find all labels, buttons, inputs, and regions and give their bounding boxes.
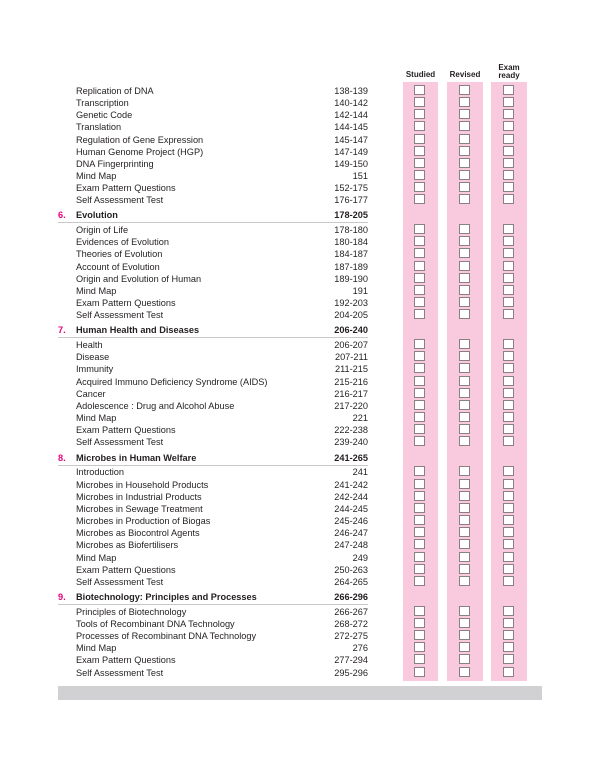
revised-checkbox[interactable]: [459, 182, 470, 192]
exam-ready-checkbox[interactable]: [503, 170, 514, 180]
exam-ready-checkbox[interactable]: [503, 248, 514, 258]
exam-ready-checkbox[interactable]: [503, 158, 514, 168]
revised-checkbox[interactable]: [459, 285, 470, 295]
exam-ready-checkbox[interactable]: [503, 182, 514, 192]
revised-checkbox[interactable]: [459, 134, 470, 144]
revised-checkbox[interactable]: [459, 194, 470, 204]
studied-checkbox[interactable]: [414, 388, 425, 398]
revised-checkbox[interactable]: [459, 170, 470, 180]
page-range: 250-263: [334, 565, 368, 575]
page-range: 187-189: [334, 262, 368, 272]
exam-ready-checkbox[interactable]: [503, 515, 514, 525]
topic-row: [0, 424, 600, 436]
studied-checkbox[interactable]: [414, 515, 425, 525]
studied-checkbox[interactable]: [414, 297, 425, 307]
topic-row: [0, 466, 600, 478]
topic-title: Regulation of Gene Expression: [76, 135, 204, 145]
topic-row: [0, 85, 600, 97]
studied-checkbox[interactable]: [414, 606, 425, 616]
revised-checkbox[interactable]: [459, 376, 470, 386]
exam-ready-checkbox[interactable]: [503, 194, 514, 204]
page-range: 266-267: [334, 607, 368, 617]
exam-ready-checkbox[interactable]: [503, 85, 514, 95]
page-range: 222-238: [334, 425, 368, 435]
page-range: 206-207: [334, 340, 368, 350]
studied-checkbox[interactable]: [414, 224, 425, 234]
studied-checkbox[interactable]: [414, 642, 425, 652]
revised-checkbox[interactable]: [459, 121, 470, 131]
page-range: 295-296: [334, 668, 368, 678]
page-range: 140-142: [334, 98, 368, 108]
chapter-heading-row: [0, 452, 600, 464]
revised-checkbox[interactable]: [459, 158, 470, 168]
exam-ready-line1: Exam: [498, 63, 520, 72]
exam-ready-checkbox[interactable]: [503, 630, 514, 640]
exam-ready-checkbox[interactable]: [503, 642, 514, 652]
revised-checkbox[interactable]: [459, 654, 470, 664]
revised-checkbox[interactable]: [459, 97, 470, 107]
topic-title: Mind Map: [76, 643, 117, 653]
topic-row: [0, 297, 600, 309]
page-range: 211-215: [334, 364, 368, 374]
exam-ready-checkbox[interactable]: [503, 97, 514, 107]
topic-title: Mind Map: [76, 286, 117, 296]
studied-checkbox[interactable]: [414, 618, 425, 628]
page-range: 184-187: [334, 249, 368, 259]
page-range: 215-216: [334, 377, 368, 387]
topic-title: Microbes in Industrial Products: [76, 492, 202, 502]
exam-ready-checkbox[interactable]: [503, 412, 514, 422]
exam-ready-line2: ready: [498, 71, 520, 80]
revised-checkbox[interactable]: [459, 224, 470, 234]
topic-row: [0, 363, 600, 375]
page-range: 216-217: [334, 389, 368, 399]
studied-checkbox[interactable]: [414, 170, 425, 180]
page-range: 138-139: [334, 86, 368, 96]
topic-title: Exam Pattern Questions: [76, 183, 176, 193]
topic-row: [0, 606, 600, 618]
page-range: 178-180: [334, 225, 368, 235]
studied-checkbox[interactable]: [414, 109, 425, 119]
studied-checkbox[interactable]: [414, 363, 425, 373]
studied-checkbox[interactable]: [414, 466, 425, 476]
revised-checkbox[interactable]: [459, 309, 470, 319]
topic-title: Cancer: [76, 389, 106, 399]
revised-checkbox[interactable]: [459, 412, 470, 422]
studied-checkbox[interactable]: [414, 436, 425, 446]
studied-checkbox[interactable]: [414, 576, 425, 586]
topic-row: [0, 273, 600, 285]
column-header-exam-ready: [491, 64, 527, 80]
topic-row: [0, 515, 600, 527]
topic-title: DNA Fingerprinting: [76, 159, 154, 169]
page-range: 178-205: [334, 210, 368, 220]
topic-row: [0, 630, 600, 642]
studied-checkbox[interactable]: [414, 564, 425, 574]
chapter-title: Microbes in Human Welfare: [76, 453, 197, 463]
exam-ready-checkbox[interactable]: [503, 109, 514, 119]
page-range: 189-190: [334, 274, 368, 284]
topic-title: Transcription: [76, 98, 129, 108]
exam-ready-checkbox[interactable]: [503, 376, 514, 386]
column-header-revised: Revised: [449, 70, 481, 79]
topic-title: Adolescence : Drug and Alcohol Abuse: [76, 401, 235, 411]
page-range: 241: [352, 467, 368, 477]
exam-ready-checkbox[interactable]: [503, 285, 514, 295]
studied-checkbox[interactable]: [414, 97, 425, 107]
topic-row: [0, 170, 600, 182]
revised-checkbox[interactable]: [459, 273, 470, 283]
exam-ready-checkbox[interactable]: [503, 424, 514, 434]
revised-checkbox[interactable]: [459, 576, 470, 586]
exam-ready-checkbox[interactable]: [503, 576, 514, 586]
topic-title: Exam Pattern Questions: [76, 298, 176, 308]
topic-title: Account of Evolution: [76, 262, 160, 272]
chapter-title: Biotechnology: Principles and Processes: [76, 592, 257, 602]
exam-ready-checkbox[interactable]: [503, 667, 514, 677]
chapter-title: Evolution: [76, 210, 118, 220]
chapter-number: 7.: [58, 325, 66, 335]
revised-checkbox[interactable]: [459, 236, 470, 246]
studied-checkbox[interactable]: [414, 630, 425, 640]
chapter-heading-row: [0, 324, 600, 336]
page-range: 191: [352, 286, 368, 296]
page-range: 147-149: [334, 147, 368, 157]
topic-title: Microbes in Production of Biogas: [76, 516, 211, 526]
topic-row: [0, 618, 600, 630]
page-range: 151: [352, 171, 368, 181]
exam-ready-checkbox[interactable]: [503, 527, 514, 537]
revised-checkbox[interactable]: [459, 109, 470, 119]
topic-row: [0, 309, 600, 321]
studied-checkbox[interactable]: [414, 134, 425, 144]
topic-title: Exam Pattern Questions: [76, 565, 176, 575]
topic-row: [0, 121, 600, 133]
page-range: 246-247: [334, 528, 368, 538]
exam-ready-checkbox[interactable]: [503, 236, 514, 246]
studied-checkbox[interactable]: [414, 527, 425, 537]
chapter-number: 6.: [58, 210, 66, 220]
topic-title: Microbes in Sewage Treatment: [76, 504, 203, 514]
topic-title: Translation: [76, 122, 122, 132]
page-range: 247-248: [334, 540, 368, 550]
topic-title: Mind Map: [76, 171, 117, 181]
studied-checkbox[interactable]: [414, 503, 425, 513]
exam-ready-checkbox[interactable]: [503, 436, 514, 446]
exam-ready-checkbox[interactable]: [503, 503, 514, 513]
studied-checkbox[interactable]: [414, 539, 425, 549]
page-range: 276: [352, 643, 368, 653]
revised-checkbox[interactable]: [459, 491, 470, 501]
topic-row: [0, 576, 600, 588]
page-range: 206-240: [334, 325, 368, 335]
topic-row: [0, 146, 600, 158]
page-range: 242-244: [334, 492, 368, 502]
topic-row: [0, 642, 600, 654]
studied-checkbox[interactable]: [414, 376, 425, 386]
studied-checkbox[interactable]: [414, 667, 425, 677]
topic-row: [0, 376, 600, 388]
page-range: 272-275: [334, 631, 368, 641]
topic-row: [0, 503, 600, 515]
chapter-title: Human Health and Diseases: [76, 325, 200, 335]
exam-ready-checkbox[interactable]: [503, 261, 514, 271]
studied-checkbox[interactable]: [414, 339, 425, 349]
studied-checkbox[interactable]: [414, 121, 425, 131]
exam-ready-checkbox[interactable]: [503, 273, 514, 283]
revised-checkbox[interactable]: [459, 667, 470, 677]
topic-row: [0, 667, 600, 679]
revised-checkbox[interactable]: [459, 630, 470, 640]
revised-checkbox[interactable]: [459, 642, 470, 652]
page-range: 221: [352, 413, 368, 423]
page-range: 207-211: [334, 352, 368, 362]
page-range: 244-245: [334, 504, 368, 514]
topic-row: [0, 491, 600, 503]
exam-ready-checkbox[interactable]: [503, 564, 514, 574]
chapter-number: 8.: [58, 453, 66, 463]
exam-ready-checkbox[interactable]: [503, 351, 514, 361]
topic-row: [0, 400, 600, 412]
revised-checkbox[interactable]: [459, 479, 470, 489]
revised-checkbox[interactable]: [459, 466, 470, 476]
exam-ready-checkbox[interactable]: [503, 606, 514, 616]
studied-checkbox[interactable]: [414, 479, 425, 489]
page-range: 142-144: [334, 110, 368, 120]
topic-title: Principles of Biotechnology: [76, 607, 187, 617]
page-range: 152-175: [334, 183, 368, 193]
topic-title: Acquired Immuno Deficiency Syndrome (AIDS): [76, 377, 268, 387]
footer-bar: [58, 686, 542, 700]
topic-row: [0, 134, 600, 146]
topic-row: [0, 564, 600, 576]
column-header-studied: Studied: [405, 70, 436, 79]
exam-ready-checkbox[interactable]: [503, 479, 514, 489]
topic-title: Introduction: [76, 467, 125, 477]
page-range: 266-296: [334, 592, 368, 602]
chapter-number: 9.: [58, 592, 66, 602]
page-range: 217-220: [334, 401, 368, 411]
exam-ready-checkbox[interactable]: [503, 539, 514, 549]
studied-checkbox[interactable]: [414, 491, 425, 501]
page-range: 268-272: [334, 619, 368, 629]
revised-checkbox[interactable]: [459, 146, 470, 156]
revised-checkbox[interactable]: [459, 552, 470, 562]
topic-title: Microbes as Biofertilisers: [76, 540, 179, 550]
studied-checkbox[interactable]: [414, 552, 425, 562]
topic-row: [0, 539, 600, 551]
topic-row: [0, 479, 600, 491]
topic-title: Self Assessment Test: [76, 437, 164, 447]
exam-ready-checkbox[interactable]: [503, 654, 514, 664]
exam-ready-checkbox[interactable]: [503, 224, 514, 234]
revised-checkbox[interactable]: [459, 515, 470, 525]
revised-checkbox[interactable]: [459, 424, 470, 434]
page-range: 192-203: [334, 298, 368, 308]
revised-checkbox[interactable]: [459, 85, 470, 95]
page-range: 145-147: [334, 135, 368, 145]
page-range: 204-205: [334, 310, 368, 320]
chapter-heading-row: [0, 209, 600, 221]
studied-checkbox[interactable]: [414, 654, 425, 664]
topic-row: [0, 109, 600, 121]
page-range: 277-294: [334, 655, 368, 665]
studied-checkbox[interactable]: [414, 236, 425, 246]
topic-title: Self Assessment Test: [76, 668, 164, 678]
topic-title: Replication of DNA: [76, 86, 154, 96]
revised-checkbox[interactable]: [459, 261, 470, 271]
revised-checkbox[interactable]: [459, 436, 470, 446]
topic-title: Disease: [76, 352, 110, 362]
topic-title: Tools of Recombinant DNA Technology: [76, 619, 235, 629]
revised-checkbox[interactable]: [459, 618, 470, 628]
exam-ready-checkbox[interactable]: [503, 491, 514, 501]
topic-title: Origin and Evolution of Human: [76, 274, 202, 284]
studied-checkbox[interactable]: [414, 182, 425, 192]
page-range: 176-177: [334, 195, 368, 205]
topic-title: Theories of Evolution: [76, 249, 163, 259]
topic-row: [0, 351, 600, 363]
topic-row: [0, 412, 600, 424]
topic-row: [0, 158, 600, 170]
topic-title: Immunity: [76, 364, 114, 374]
page-range: 180-184: [334, 237, 368, 247]
exam-ready-checkbox[interactable]: [503, 466, 514, 476]
topic-title: Microbes as Biocontrol Agents: [76, 528, 200, 538]
topic-title: Self Assessment Test: [76, 577, 164, 587]
studied-checkbox[interactable]: [414, 194, 425, 204]
exam-ready-checkbox[interactable]: [503, 388, 514, 398]
studied-checkbox[interactable]: [414, 351, 425, 361]
topic-row: [0, 654, 600, 666]
revised-checkbox[interactable]: [459, 606, 470, 616]
exam-ready-checkbox[interactable]: [503, 309, 514, 319]
revised-checkbox[interactable]: [459, 400, 470, 410]
topic-title: Evidences of Evolution: [76, 237, 169, 247]
chapter-divider: [58, 604, 368, 605]
topic-title: Origin of Life: [76, 225, 129, 235]
studied-checkbox[interactable]: [414, 261, 425, 271]
topic-title: Exam Pattern Questions: [76, 425, 176, 435]
revised-checkbox[interactable]: [459, 248, 470, 258]
page-range: 149-150: [334, 159, 368, 169]
topic-row: [0, 224, 600, 236]
topic-row: [0, 97, 600, 109]
studied-checkbox[interactable]: [414, 309, 425, 319]
topic-title: Self Assessment Test: [76, 310, 164, 320]
topic-row: [0, 388, 600, 400]
studied-checkbox[interactable]: [414, 146, 425, 156]
chapter-heading-row: [0, 591, 600, 603]
studied-checkbox[interactable]: [414, 285, 425, 295]
revised-checkbox[interactable]: [459, 363, 470, 373]
topic-row: [0, 248, 600, 260]
studied-checkbox[interactable]: [414, 273, 425, 283]
topic-title: Mind Map: [76, 413, 117, 423]
topic-title: Microbes in Household Products: [76, 480, 209, 490]
topic-row: [0, 339, 600, 351]
studied-checkbox[interactable]: [414, 400, 425, 410]
topic-row: [0, 436, 600, 448]
page-range: 241-242: [334, 480, 368, 490]
topic-row: [0, 194, 600, 206]
exam-ready-checkbox[interactable]: [503, 297, 514, 307]
page-range: 249: [352, 553, 368, 563]
studied-checkbox[interactable]: [414, 158, 425, 168]
revised-checkbox[interactable]: [459, 539, 470, 549]
topic-title: Processes of Recombinant DNA Technology: [76, 631, 257, 641]
topic-row: [0, 182, 600, 194]
exam-ready-checkbox[interactable]: [503, 121, 514, 131]
chapter-divider: [58, 222, 368, 223]
page-range: 239-240: [334, 437, 368, 447]
revised-checkbox[interactable]: [459, 503, 470, 513]
revised-checkbox[interactable]: [459, 388, 470, 398]
revised-checkbox[interactable]: [459, 339, 470, 349]
page-range: 241-265: [334, 453, 368, 463]
topic-row: [0, 552, 600, 564]
exam-ready-checkbox[interactable]: [503, 400, 514, 410]
topic-row: [0, 261, 600, 273]
exam-ready-checkbox[interactable]: [503, 339, 514, 349]
exam-ready-checkbox[interactable]: [503, 552, 514, 562]
topic-title: Self Assessment Test: [76, 195, 164, 205]
revised-checkbox[interactable]: [459, 351, 470, 361]
exam-ready-checkbox[interactable]: [503, 134, 514, 144]
topic-row: [0, 527, 600, 539]
topic-row: [0, 285, 600, 297]
exam-ready-checkbox[interactable]: [503, 363, 514, 373]
topic-title: Mind Map: [76, 553, 117, 563]
topic-title: Human Genome Project (HGP): [76, 147, 204, 157]
studied-checkbox[interactable]: [414, 412, 425, 422]
studied-checkbox[interactable]: [414, 248, 425, 258]
topic-title: Genetic Code: [76, 110, 133, 120]
studied-checkbox[interactable]: [414, 424, 425, 434]
page-range: 264-265: [334, 577, 368, 587]
revised-checkbox[interactable]: [459, 527, 470, 537]
exam-ready-checkbox[interactable]: [503, 146, 514, 156]
exam-ready-checkbox[interactable]: [503, 618, 514, 628]
topic-title: Exam Pattern Questions: [76, 655, 176, 665]
page-range: 245-246: [334, 516, 368, 526]
page-range: 144-145: [334, 122, 368, 132]
revised-checkbox[interactable]: [459, 564, 470, 574]
topic-title: Health: [76, 340, 103, 350]
revised-checkbox[interactable]: [459, 297, 470, 307]
chapter-divider: [58, 337, 368, 338]
studied-checkbox[interactable]: [414, 85, 425, 95]
topic-row: [0, 236, 600, 248]
